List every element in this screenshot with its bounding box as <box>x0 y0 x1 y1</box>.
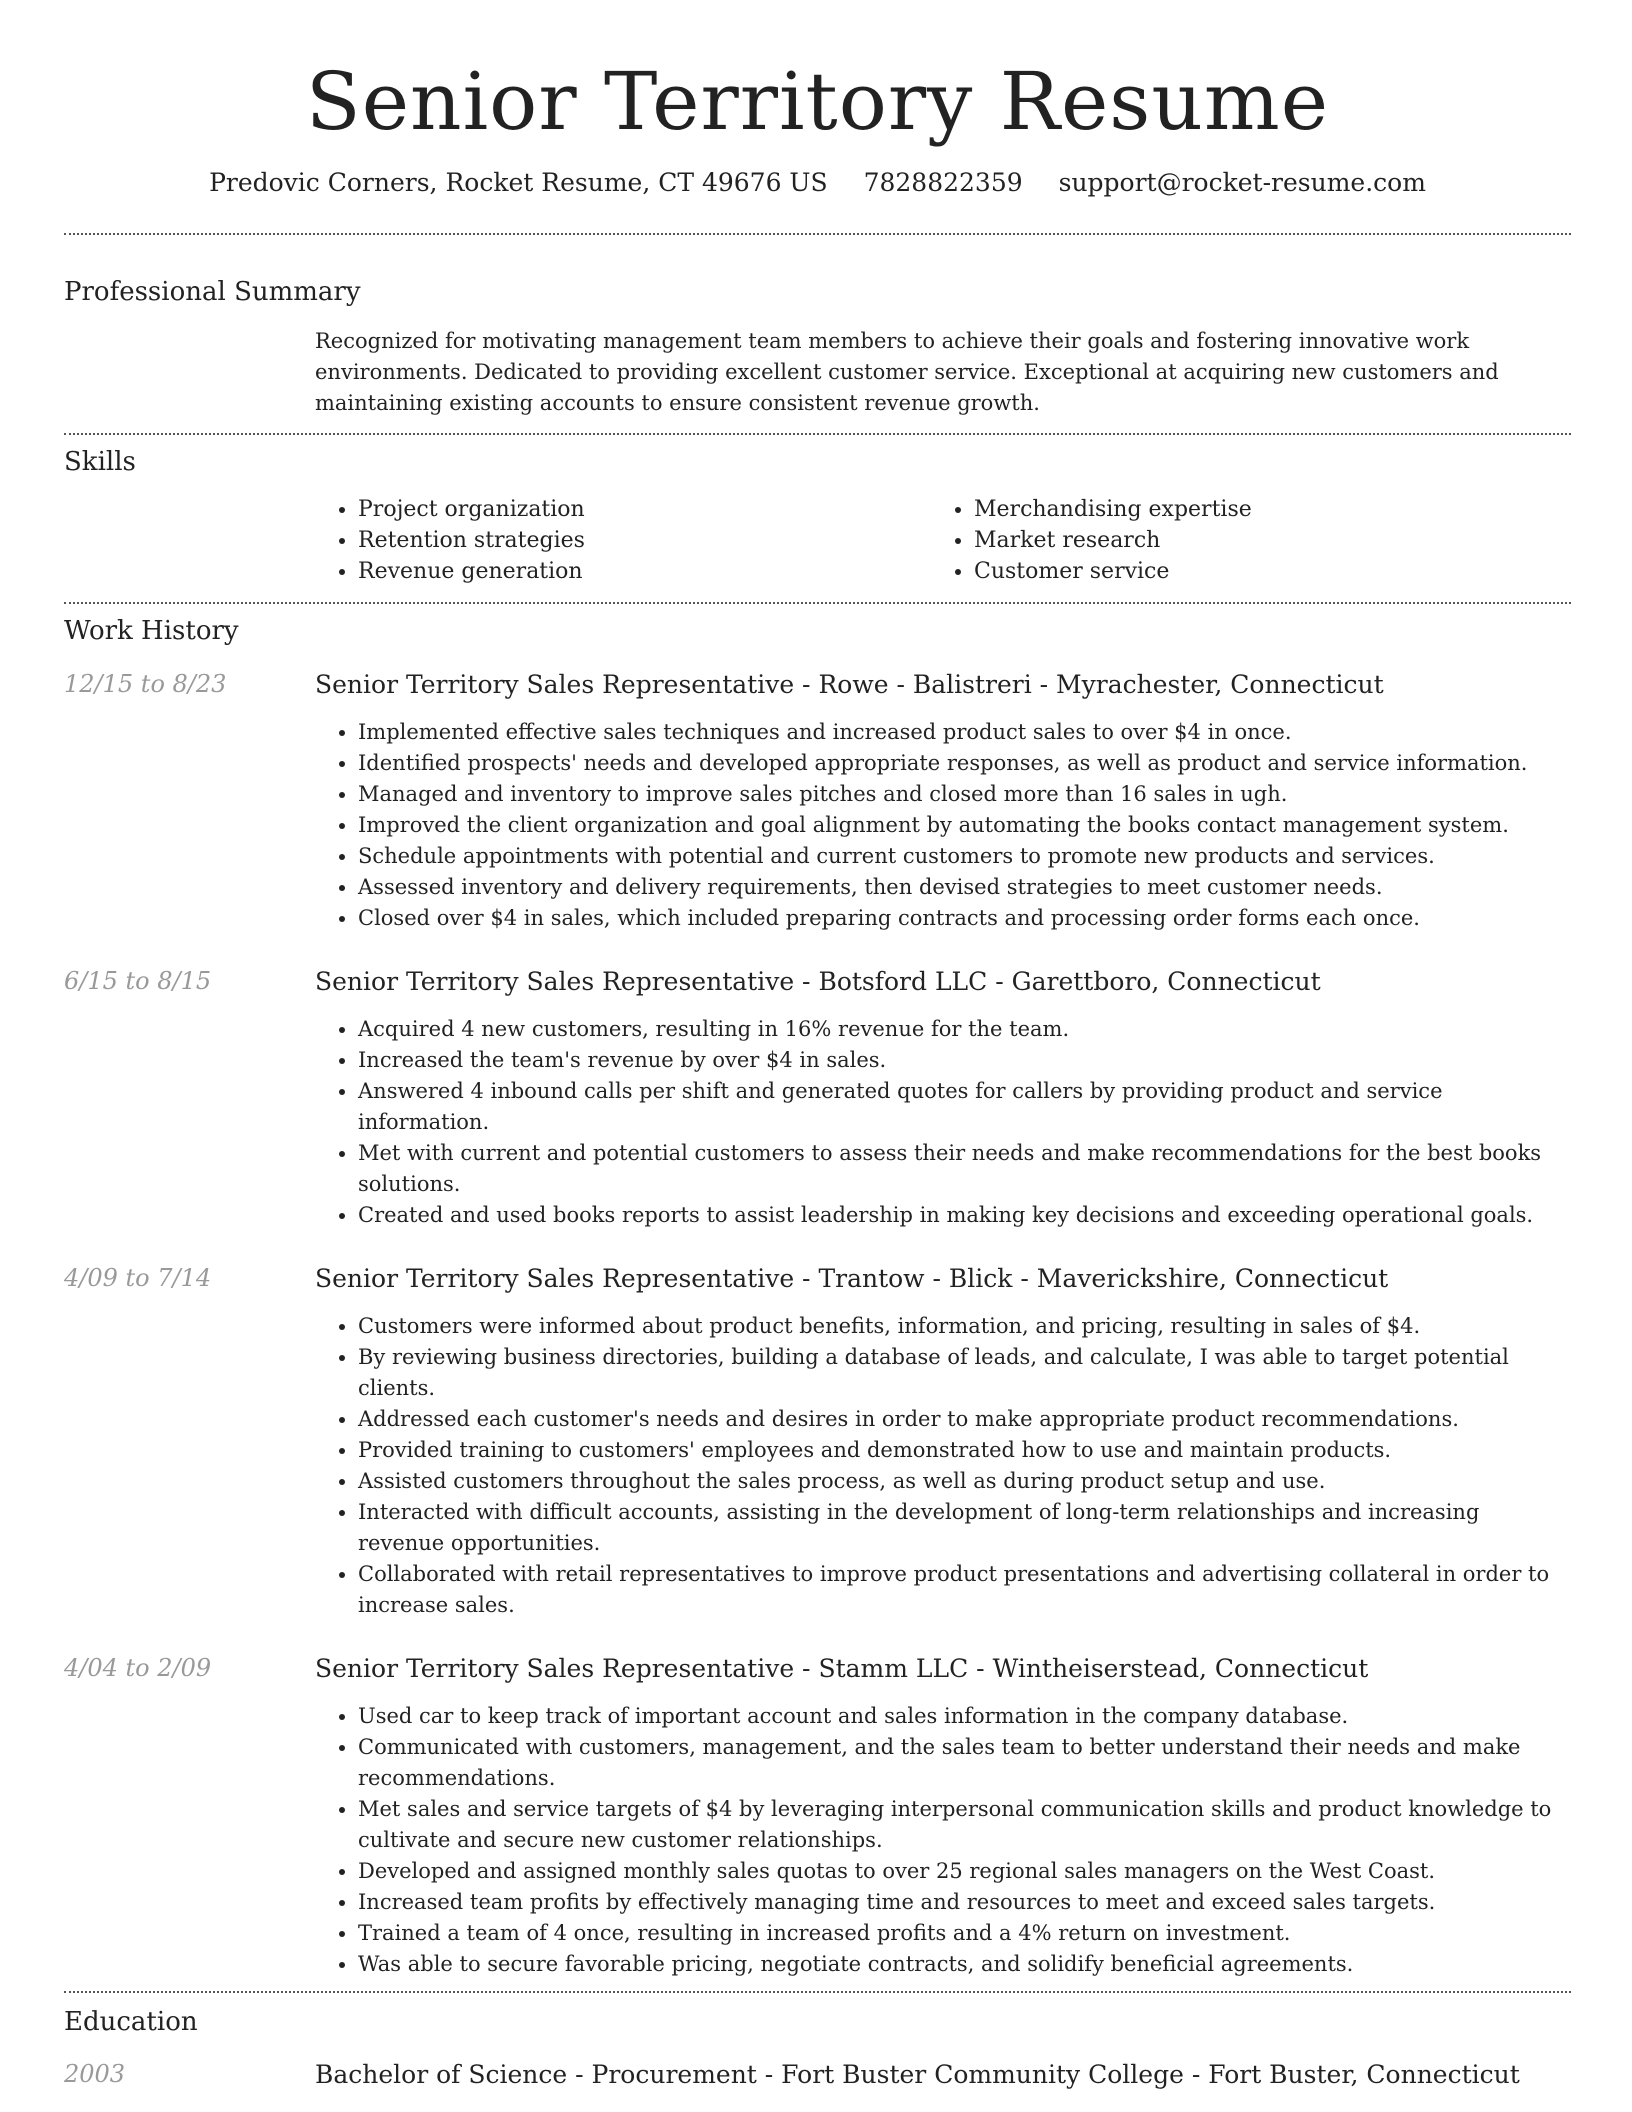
section-divider <box>64 433 1571 435</box>
skill-item: • Market research <box>974 525 1531 556</box>
skills-heading: Skills <box>64 447 136 478</box>
job-bullet: • Addressed each customer's needs and desires in order to make appropriate product recommendations. <box>358 1404 1571 1435</box>
contact-address: Predovic Corners, Rocket Resume, CT 49676 US <box>209 168 828 197</box>
job-bullet: • Closed over $4 in sales, which included preparing contracts and processing order forms each once. <box>358 903 1571 934</box>
education-heading: Education <box>64 2006 198 2037</box>
work-history-heading: Work History <box>64 616 239 647</box>
job-title: Senior Territory Sales Representative - Stamm LLC - Wintheiserstead, Connecticut <box>315 1653 1369 1683</box>
job-dates: 4/09 to 7/14 <box>64 1263 212 1292</box>
job-entry <box>64 670 1571 934</box>
job-bullet: • Met sales and service targets of $4 by leveraging interpersonal communication skills and product knowledge to cultivate and secure new customer relationships. <box>358 1794 1571 1856</box>
job-bullet: • Assessed inventory and delivery requirements, then devised strategies to meet customer needs. <box>358 872 1571 903</box>
job-bullets <box>315 717 1571 934</box>
job-bullet: • Collaborated with retail representatives to improve product presentations and advertising collateral in order to increase sales. <box>358 1559 1571 1621</box>
contact-phone: 7828822359 <box>863 168 1023 197</box>
job-bullet: • Communicated with customers, management, and the sales team to better understand their needs and make recommendations. <box>358 1732 1571 1794</box>
job-bullets <box>315 1014 1571 1231</box>
job-bullet: • Provided training to customers' employees and demonstrated how to use and maintain products. <box>358 1435 1571 1466</box>
job-title: Senior Territory Sales Representative - Rowe - Balistreri - Myrachester, Connecticut <box>315 669 1384 699</box>
job-bullet: • Was able to secure favorable pricing, negotiate contracts, and solidify beneficial agreements. <box>358 1949 1571 1980</box>
job-dates: 6/15 to 8/15 <box>64 966 212 995</box>
job-bullet: • Trained a team of 4 once, resulting in increased profits and a 4% return on investment. <box>358 1918 1571 1949</box>
job-dates: 4/04 to 2/09 <box>64 1653 212 1682</box>
job-bullet: • Interacted with difficult accounts, assisting in the development of long-term relationships and increasing revenue opportunities. <box>358 1497 1571 1559</box>
skill-item: • Customer service <box>974 556 1531 587</box>
skill-item: • Retention strategies <box>358 525 931 556</box>
job-bullet: • Met with current and potential customers to assess their needs and make recommendations for the best books solutions. <box>358 1138 1571 1200</box>
job-bullets <box>315 1701 1571 1980</box>
job-bullet: • Increased the team's revenue by over $4 in sales. <box>358 1045 1571 1076</box>
job-title: Senior Territory Sales Representative - Botsford LLC - Garettboro, Connecticut <box>315 966 1321 996</box>
resume-page <box>64 0 1571 2090</box>
job-bullet: • Implemented effective sales techniques and increased product sales to over $4 in once. <box>358 717 1571 748</box>
job-bullet: • Assisted customers throughout the sales process, as well as during product setup and use. <box>358 1466 1571 1497</box>
job-entry <box>64 1654 1571 1980</box>
skills-column-left <box>315 494 931 587</box>
job-entry <box>64 967 1571 1231</box>
job-bullet: • Acquired 4 new customers, resulting in 16% revenue for the team. <box>358 1014 1571 1045</box>
job-bullet: • Managed and inventory to improve sales pitches and closed more than 16 sales in ugh. <box>358 779 1571 810</box>
skill-item: • Merchandising expertise <box>974 494 1531 525</box>
job-entry <box>64 1264 1571 1621</box>
section-divider <box>64 233 1571 235</box>
section-divider <box>64 1991 1571 1993</box>
job-bullet: • Developed and assigned monthly sales quotas to over 25 regional sales managers on the West Coast. <box>358 1856 1571 1887</box>
education-entry <box>64 2060 1571 2090</box>
skill-item: • Revenue generation <box>358 556 931 587</box>
skills-list <box>315 494 1571 587</box>
job-title: Senior Territory Sales Representative - Trantow - Blick - Maverickshire, Connecticut <box>315 1263 1389 1293</box>
job-bullet: • Schedule appointments with potential and current customers to promote new products and services. <box>358 841 1571 872</box>
skill-item: • Project organization <box>358 494 931 525</box>
section-divider <box>64 602 1571 604</box>
job-bullets <box>315 1311 1571 1621</box>
summary-text: Recognized for motivating management team members to achieve their goals and fostering innovative work environments. Dedicated to providing excellent customer service. Exceptional at acquiring new customers and maintaining existing accounts to ensure consistent revenue growth. <box>315 329 1499 416</box>
job-bullet: • Improved the client organization and goal alignment by automating the books contact management system. <box>358 810 1571 841</box>
summary-heading: Professional Summary <box>64 277 361 307</box>
resume-title: Senior Territory Resume <box>305 55 1330 148</box>
job-bullet: • Created and used books reports to assist leadership in making key decisions and exceeding operational goals. <box>358 1200 1571 1231</box>
contact-info <box>64 168 1571 198</box>
job-bullet: • Used car to keep track of important account and sales information in the company database. <box>358 1701 1571 1732</box>
skills-column-right <box>931 494 1531 587</box>
job-dates: 12/15 to 8/23 <box>64 669 227 698</box>
job-bullet: • Answered 4 inbound calls per shift and generated quotes for callers by providing product and service information. <box>358 1076 1571 1138</box>
education-degree: Bachelor of Science - Procurement - Fort Buster Community College - Fort Buster, Connecticut <box>315 2059 1520 2089</box>
job-bullet: • Customers were informed about product benefits, information, and pricing, resulting in sales of $4. <box>358 1311 1571 1342</box>
contact-email: support@rocket-resume.com <box>1058 168 1426 197</box>
job-bullet: • Identified prospects' needs and developed appropriate responses, as well as product and service information. <box>358 748 1571 779</box>
education-year: 2003 <box>64 2059 126 2088</box>
job-bullet: • Increased team profits by effectively managing time and resources to meet and exceed sales targets. <box>358 1887 1571 1918</box>
job-bullet: • By reviewing business directories, building a database of leads, and calculate, I was able to target potential clients. <box>358 1342 1571 1404</box>
